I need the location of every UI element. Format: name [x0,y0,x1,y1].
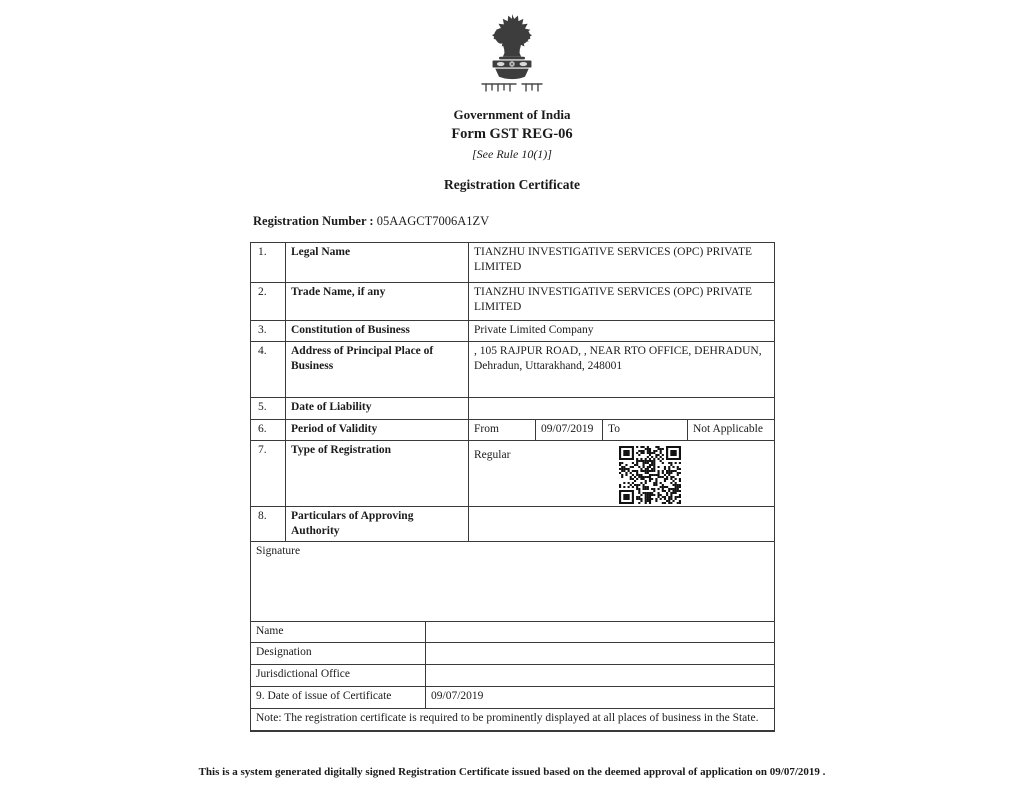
signature-table [250,541,775,733]
certificate-table-area [250,242,774,732]
approving-authority-label: Particulars of Approving Authority [286,507,469,542]
validity-from-label: From [469,420,536,441]
jurisdictional-office-value [426,664,775,686]
motto-satyameva-jayate-icon [481,82,543,93]
designation-label: Designation [251,642,426,664]
main-table [250,242,775,542]
type-of-registration-label: Type of Registration [286,441,469,507]
rule-reference: [See Rule 10(1)] [472,146,552,161]
address-value: , 105 RAJPUR ROAD, , NEAR RTO OFFICE, DEHRADUN, Dehradun, Uttarakhand, 248001 [469,342,775,398]
trade-name-value: TIANZHU INVESTIGATIVE SERVICES (OPC) PRIVATE LIMITED [469,283,775,321]
registration-number-value: 05AAGCT7006A1ZV [376,214,490,228]
row-number: 8. [251,507,286,542]
address-label: Address of Principal Place of Business [286,342,469,398]
table-row-legal-name [251,243,775,283]
footer-note: This is a system generated digitally signed Registration Certificate issued based on the deemed approval of application on 09/07/2019 . [198,766,826,778]
form-title: Form GST REG-06 [451,126,573,142]
note-row [251,708,775,731]
date-of-issue-label: 9. Date of issue of Certificate [251,686,426,708]
constitution-label: Constitution of Business [286,321,469,342]
validity-to-label: To [603,420,688,441]
date-of-issue-row [251,686,775,708]
signature-label: Signature [251,541,775,621]
date-of-issue-value: 09/07/2019 [426,686,775,708]
qr-code [619,446,681,504]
constitution-value: Private Limited Company [469,321,775,342]
validity-to-value: Not Applicable [688,420,775,441]
registration-number-line [253,214,489,229]
row-number: 7. [251,441,286,507]
certificate-title: Registration Certificate [443,177,581,192]
table-row-approving-authority [251,507,775,542]
date-of-liability-value [469,398,775,420]
date-of-liability-label: Date of Liability [286,398,469,420]
name-label: Name [251,621,426,642]
jurisdictional-office-label: Jurisdictional Office [251,664,426,686]
designation-value [426,642,775,664]
validity-from-value: 09/07/2019 [536,420,603,441]
row-number: 1. [251,243,286,283]
table-row-address [251,342,775,398]
row-number: 5. [251,398,286,420]
table-row-trade-name [251,283,775,321]
name-value [426,621,775,642]
legal-name-value: TIANZHU INVESTIGATIVE SERVICES (OPC) PRIVATE LIMITED [469,243,775,283]
table-row-period-of-validity [251,420,775,441]
table-row-date-of-liability [251,398,775,420]
india-emblem-icon [485,14,539,80]
registration-type-value: Regular [474,449,511,461]
row-number: 4. [251,342,286,398]
government-of-india-title: Government of India [453,107,571,122]
row-number: 2. [251,283,286,321]
note-text: Note: The registration certificate is required to be prominently displayed at all places of business in the State. [251,708,775,731]
row-number: 6. [251,420,286,441]
legal-name-label: Legal Name [286,243,469,283]
designation-row [251,642,775,664]
approving-authority-value [469,507,775,542]
table-row-type-of-registration [251,441,775,507]
registration-number-label: Registration Number : [253,214,374,228]
jurisdictional-office-row [251,664,775,686]
type-of-registration-cell [469,441,775,507]
table-row-constitution [251,321,775,342]
signature-row [251,541,775,621]
name-row [251,621,775,642]
period-of-validity-label: Period of Validity [286,420,469,441]
trade-name-label: Trade Name, if any [286,283,469,321]
row-number: 3. [251,321,286,342]
certificate-header [0,12,1024,160]
